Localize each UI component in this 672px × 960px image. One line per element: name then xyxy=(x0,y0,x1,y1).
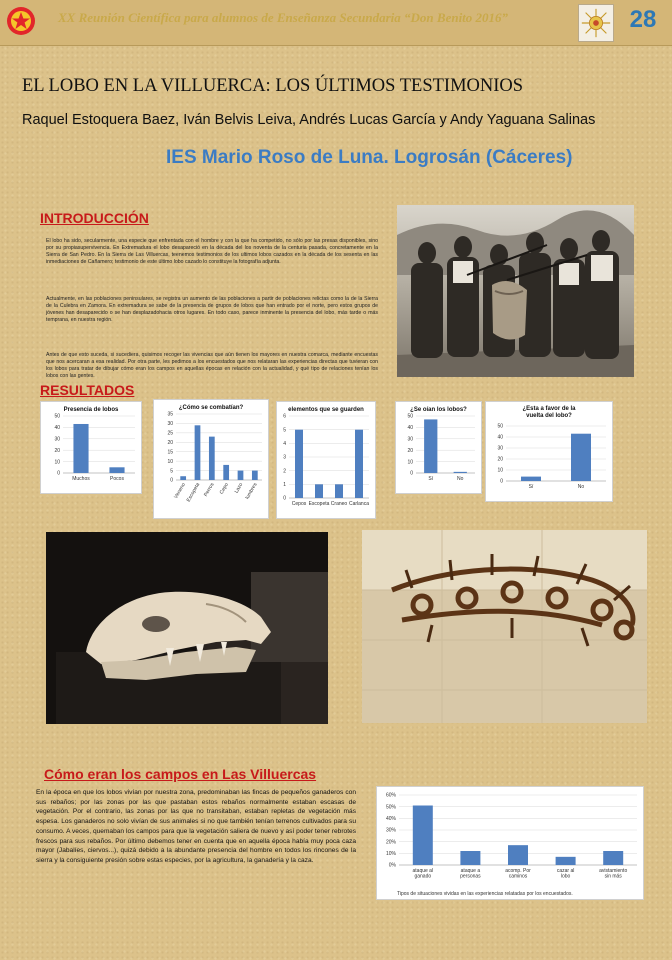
y-tick-label: 30% xyxy=(385,827,396,834)
bar xyxy=(603,851,623,865)
y-tick-label: 50 xyxy=(497,423,503,430)
y-tick-label: 0 xyxy=(500,478,503,485)
y-tick-label: 20 xyxy=(497,456,503,463)
bar xyxy=(180,476,186,480)
x-tick-label: Pocos xyxy=(110,476,124,482)
x-tick-label: Cepos xyxy=(291,501,307,507)
y-tick-label: 4 xyxy=(283,441,286,448)
y-tick-label: 5 xyxy=(170,468,173,475)
x-tick-label: ataque al ganado xyxy=(412,868,434,880)
y-tick-label: 6 xyxy=(283,413,286,420)
bar xyxy=(209,437,215,480)
y-tick-label: 5 xyxy=(283,427,286,434)
carlanca-collar-photo xyxy=(362,530,647,723)
x-axis-label: Tipos de situaciones vividas en las experiencias relatadas por los encuestados. xyxy=(397,891,573,897)
y-tick-label: 0 xyxy=(57,470,60,477)
y-tick-label: 50% xyxy=(385,804,396,811)
chart-panel-2 xyxy=(153,399,269,519)
y-tick-label: 0% xyxy=(388,862,396,869)
y-tick-label: 10 xyxy=(54,459,60,466)
y-tick-label: 30 xyxy=(167,421,173,428)
y-tick-label: 30 xyxy=(54,436,60,443)
x-tick-label: Sí xyxy=(428,476,434,482)
x-tick-label: Carlanca xyxy=(348,501,370,507)
chart-title: ¿Cómo se combatían? xyxy=(178,405,244,411)
poster-number: 28 xyxy=(629,6,657,33)
y-tick-label: 1 xyxy=(283,482,286,489)
chart-panel-4 xyxy=(395,401,482,494)
chart-panel-5 xyxy=(485,401,613,502)
fields-heading: Cómo eran los campos en Las Villuercas xyxy=(44,766,317,782)
sun-logo-icon xyxy=(578,4,614,42)
y-tick-label: 20 xyxy=(407,447,413,454)
y-tick-label: 60% xyxy=(385,792,396,799)
y-tick-label: 15 xyxy=(167,449,173,456)
intro-paragraph-1: El lobo ha sido, secularmente, una especie que enfrentada con el hombre y con la que ha competido, no sólo por las presas disponibles, sino por su propiasupervivencia. En Extremadura el lobo desapareció en la década del los noventa de la centuria pasada, concretamente en la Sierra de San Pedro. En la Sierra de Las Villuercas, teenemos testimonios de los ultimos lobos cazados en la década de los sesenta en las inmediaciones de Cañamero; testimonio de este último lobo cazado lo constituye la fotografía adjunta. xyxy=(46,238,378,265)
y-tick-label: 10% xyxy=(385,851,396,858)
bar xyxy=(355,430,363,498)
y-tick-label: 20% xyxy=(385,839,396,846)
y-tick-label: 40 xyxy=(407,425,413,432)
chart-panel-3 xyxy=(276,401,376,519)
results-heading: RESULTADOS xyxy=(40,382,135,398)
bar xyxy=(556,857,576,865)
y-tick-label: 0 xyxy=(283,495,286,502)
chart-title: elementos que se guarden xyxy=(288,407,364,413)
x-tick-label: Sí xyxy=(528,484,534,490)
fields-text: En la época en que los lobos vivían por nuestra zona, predominaban las fincas de pequeños ganaderos con sus rebaños; por las zonas por las que pastaban estos rebaños normalmente estaban escasas de vegetación. Por el contrario, las zonas por las que no transitaban, estaban repletas de vegetación más espesa. Los ganaderos no solo vivían de sus animales si no que también tenían terrenos cultivados para su consumo. A veces, quemaban los campos para que la vegetación saliera de nuevo y así poder tener rebrotes frescos para sus rebaños. Por último debemos tener en cuenta que en aquella época había muy poca caza mayor (Jabalíes, ciervos...), quizá debido a la abundante presencia del hombre en todos los rincones de la sierra y la consiguiente presión sobre estas especies, por la agricultura, la ganadería y la caza. xyxy=(36,789,356,864)
bar xyxy=(571,434,591,481)
bar xyxy=(238,471,244,480)
x-tick-label: ataque a personas xyxy=(460,868,481,880)
bar xyxy=(454,472,467,473)
bar xyxy=(521,477,541,481)
y-tick-label: 3 xyxy=(283,454,286,461)
poster-title: EL LOBO EN LA VILLUERCA: LOS ÚLTIMOS TESTIMONIOS xyxy=(22,76,524,96)
chart-panel-6 xyxy=(376,786,644,900)
x-tick-label: lumbres xyxy=(244,482,259,501)
chart-title: vuelta del lobo? xyxy=(526,413,572,419)
chart-se-oian-lobos xyxy=(396,402,481,493)
intro-heading: INTRODUCCIÓN xyxy=(40,210,149,226)
y-tick-label: 20 xyxy=(167,439,173,446)
y-tick-label: 40% xyxy=(385,816,396,823)
bar xyxy=(223,465,229,480)
chart-situaciones-vividas xyxy=(377,787,643,899)
bar xyxy=(508,845,528,865)
chart-elementos-guardados xyxy=(277,402,375,518)
y-tick-label: 50 xyxy=(407,413,413,420)
y-tick-label: 30 xyxy=(497,445,503,452)
y-tick-label: 35 xyxy=(167,411,173,418)
bar xyxy=(195,425,201,480)
y-tick-label: 0 xyxy=(170,477,173,484)
chart-presencia-lobos xyxy=(41,402,141,493)
institution: IES Mario Roso de Luna. Logrosán (Cáceres) xyxy=(166,147,573,168)
bar xyxy=(73,424,88,473)
x-tick-label: Muchos xyxy=(72,476,90,482)
x-tick-label: Veneno xyxy=(173,482,187,500)
y-tick-label: 40 xyxy=(54,425,60,432)
chart-title: ¿Esta a favor de la xyxy=(522,406,576,412)
x-tick-label: Cepo xyxy=(218,482,230,496)
x-tick-label: Escopeta xyxy=(308,501,330,507)
chart-vuelta-del-lobo xyxy=(486,402,612,501)
bar xyxy=(252,471,258,480)
y-tick-label: 25 xyxy=(167,430,173,437)
x-tick-label: Perros xyxy=(203,482,216,498)
x-tick-label: cazar al lobo xyxy=(556,868,575,880)
x-tick-label: Lazo xyxy=(233,482,245,495)
y-tick-label: 40 xyxy=(497,434,503,441)
chart-title: Presencia de lobos xyxy=(63,407,119,413)
x-tick-label: No xyxy=(457,476,464,482)
bar xyxy=(460,851,480,865)
y-tick-label: 50 xyxy=(54,413,60,420)
authors: Raquel Estoquera Baez, Iván Belvis Leiva, Andrés Lucas García y Andy Yaguana Salinas xyxy=(22,112,596,128)
bar xyxy=(109,467,124,473)
intro-paragraph-2: Actualmente, en las poblaciones peninsulares, se registra un aumento de las poblaciones a partir de poblaciones relictas como la de la Sierra de la Culebra en Zamora. En extremadura se sabe de la presencia de grupos de lobos que han entrado por el norte, pero estos grupos de jóvenes han desaparecido o se han desplazadohacia otros lugares. En todo caso, parece inminente la presencia del lobo, más tarde o más temprana, en nuestra región. xyxy=(46,296,378,323)
y-tick-label: 10 xyxy=(497,467,503,474)
wolf-skull-photo xyxy=(46,532,328,724)
bar xyxy=(315,484,323,498)
chart-como-se-combatian xyxy=(154,400,268,518)
y-tick-label: 2 xyxy=(283,468,286,475)
chart-panel-1 xyxy=(40,401,142,494)
x-tick-label: No xyxy=(577,484,585,490)
intro-paragraph-3: Antes de que esto suceda, si sucediera, quisimos recoger las vivencias que aún tienen los mayores en nuestra comarca, mediante encuestas que nos acercaran a esa realidad. Por otra parte, les pedimos a los encuestados que nos relataran las experiencias directas que tuvieran con los lobos para tratar de dibujar cómo eran los campos en aquellas épocas en relación con la actualidad, y qué tipo de relaciones tenían los lobos con las gentes. xyxy=(46,352,378,379)
y-tick-label: 30 xyxy=(407,436,413,443)
bar xyxy=(413,806,433,866)
chart-title: ¿Se oían los lobos? xyxy=(410,407,467,413)
conference-title: XX Reunión Científica para alumnos de Enseñanza Secundaria “Don Benito 2016” xyxy=(58,10,509,25)
x-tick-label: avistamiento sin más xyxy=(599,868,628,880)
x-tick-label: Craneo xyxy=(330,501,348,507)
historic-hunters-photo xyxy=(397,205,634,377)
bar xyxy=(424,419,437,473)
y-tick-label: 10 xyxy=(407,459,413,466)
y-tick-label: 10 xyxy=(167,458,173,465)
bar xyxy=(335,484,343,498)
x-tick-label: Escopeta xyxy=(185,482,202,504)
conference-logo-icon xyxy=(6,6,36,36)
y-tick-label: 20 xyxy=(54,447,60,454)
y-tick-label: 0 xyxy=(410,470,413,477)
x-tick-label: acomp. Por caminos xyxy=(505,868,531,880)
bar xyxy=(295,430,303,498)
